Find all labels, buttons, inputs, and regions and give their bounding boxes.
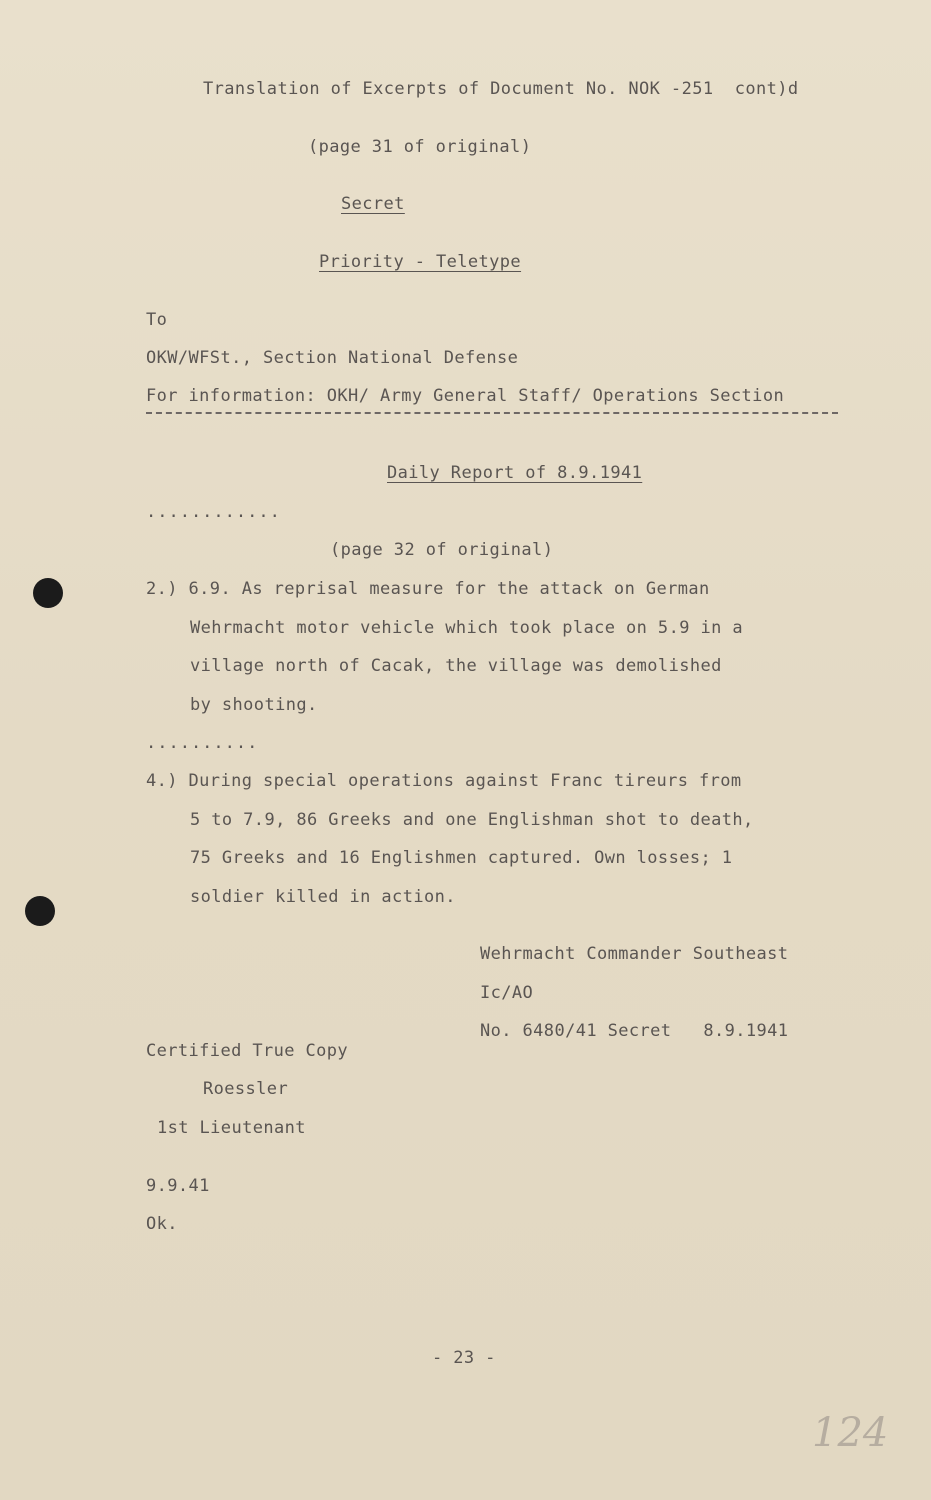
punch-hole-upper <box>33 578 63 608</box>
for-information-line: For information: OKH/ Army General Staff/ Operations Section <box>146 386 785 406</box>
item-2-line-2: Wehrmacht motor vehicle which took place on 5.9 in a <box>190 618 744 638</box>
initials: Ok. <box>146 1214 178 1234</box>
office-code: Ic/AO <box>480 983 534 1003</box>
item-4-line-4: soldier killed in action. <box>190 887 456 907</box>
certifier-name: Roessler <box>203 1079 289 1099</box>
item-4-line-2: 5 to 7.9, 86 Greeks and one Englishman shot to death, <box>190 810 754 830</box>
certifier-rank: 1st Lieutenant <box>157 1118 306 1138</box>
page-reference-32: (page 32 of original) <box>330 540 554 560</box>
item-2-line-4: by shooting. <box>190 695 318 715</box>
recipient-line: OKW/WFSt., Section National Defense <box>146 348 519 368</box>
page-reference-31: (page 31 of original) <box>308 137 532 157</box>
item-2-line-3: village north of Cacak, the village was demolished <box>190 656 722 676</box>
dashed-separator <box>146 412 838 414</box>
punch-hole-lower <box>25 896 55 926</box>
ellipsis-separator-2: .......... <box>146 733 259 753</box>
certification-date: 9.9.41 <box>146 1176 210 1196</box>
priority-teletype: Priority - Teletype <box>319 252 522 272</box>
handwritten-page-number: 124 <box>812 1410 889 1456</box>
ellipsis-separator-1: ............ <box>146 502 281 522</box>
commander-name: Wehrmacht Commander Southeast <box>480 944 789 964</box>
translation-title: Translation of Excerpts of Document No. NOK -251 cont)d <box>203 79 799 99</box>
item-4-line-3: 75 Greeks and 16 Englishmen captured. Own losses; 1 <box>190 848 733 868</box>
to-label: To <box>146 310 168 330</box>
daily-report-title: Daily Report of 8.9.1941 <box>387 463 643 483</box>
certified-true-copy: Certified True Copy <box>146 1041 349 1061</box>
item-2-line-1: 2.) 6.9. As reprisal measure for the attack on German <box>146 579 710 599</box>
classification-secret: Secret <box>341 194 405 214</box>
document-number: No. 6480/41 Secret 8.9.1941 <box>480 1021 789 1041</box>
page-number: - 23 - <box>432 1348 496 1368</box>
item-4-line-1: 4.) During special operations against Franc tireurs from <box>146 771 742 791</box>
